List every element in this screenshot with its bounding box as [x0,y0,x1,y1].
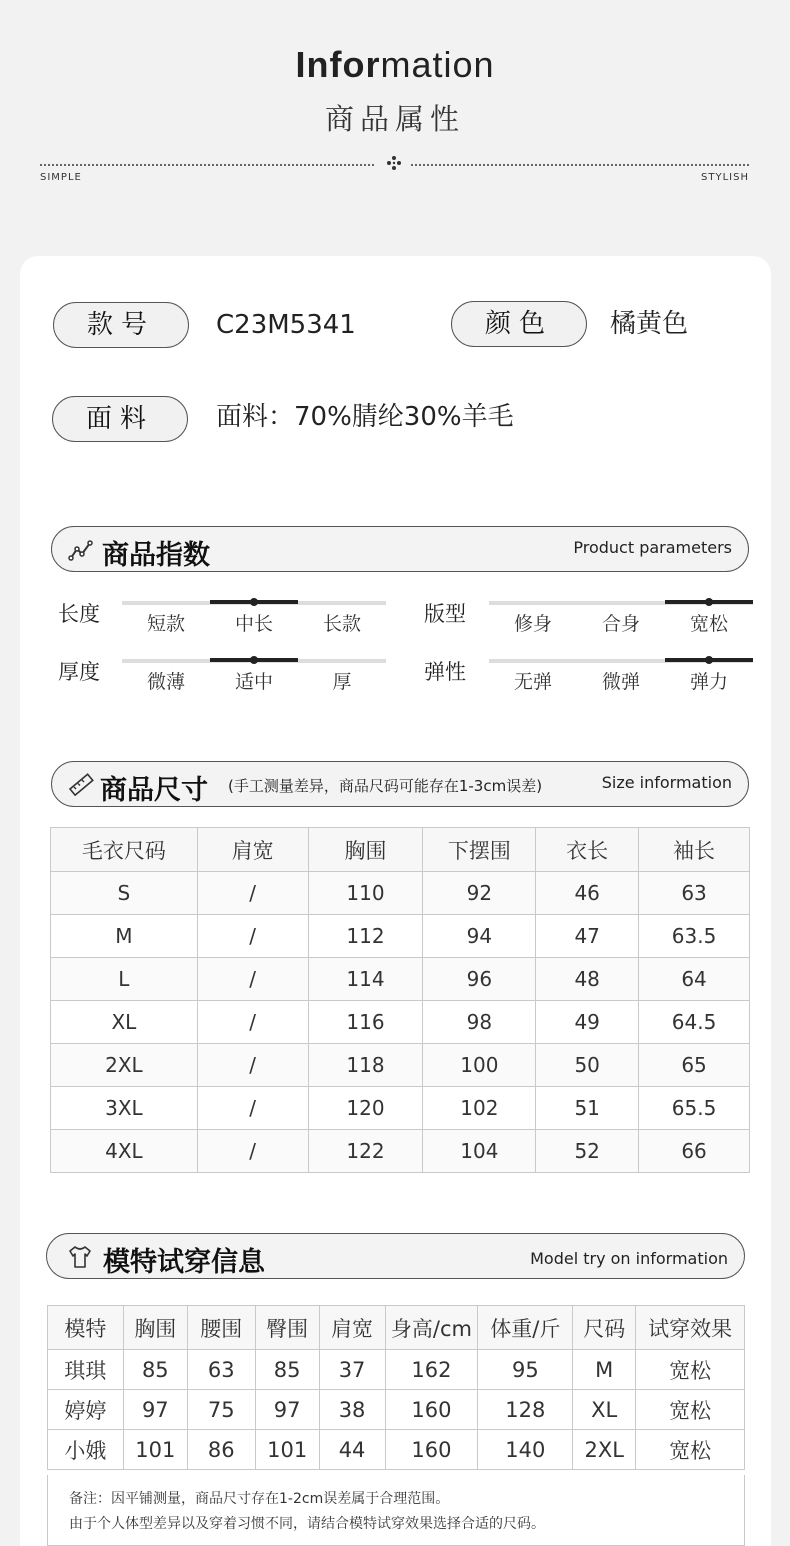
header-cell: 肩宽 [319,1306,385,1350]
table-cell: 100 [423,1044,536,1087]
table-cell: S [51,872,198,915]
table-cell: / [197,1130,308,1173]
table-cell: 38 [319,1390,385,1430]
header-cell: 肩宽 [197,828,308,872]
table-cell: 96 [423,958,536,1001]
size-section-note: (手工测量差异，商品尺码可能存在1-3cm误差) [228,777,543,795]
table-row [51,915,750,958]
color-value: 橘黄色 [610,309,689,339]
table-row [48,1350,745,1390]
table-cell: 86 [187,1430,255,1470]
table-cell: 宽松 [636,1350,745,1390]
style-no-label: 款号 [53,302,189,348]
table-cell: 95 [478,1350,573,1390]
table-cell: 44 [319,1430,385,1470]
table-cell: 140 [478,1430,573,1470]
index-option: 微薄 [146,671,185,693]
table-cell: 51 [536,1087,639,1130]
table-cell: 63 [187,1350,255,1390]
table-cell: 101 [255,1430,319,1470]
table-row [48,1430,745,1470]
trend-line-icon [68,537,94,563]
note-line: 由于个人体型差异以及穿着习惯不同，请结合模特试穿效果选择合适的尺码。 [69,1516,545,1532]
model-section-bar [46,1233,745,1279]
table-cell: 4XL [51,1130,198,1173]
table-cell: 琪琪 [48,1350,124,1390]
table-cell: 92 [423,872,536,915]
index-option: 修身 [513,613,552,635]
header-cell: 胸围 [308,828,423,872]
model-table [47,1305,745,1470]
header-cell: 衣长 [536,828,639,872]
header-cell: 尺码 [573,1306,636,1350]
table-cell: / [197,1044,308,1087]
index-label-thickness: 厚度 [58,660,100,684]
title-bold-part: Infor [295,44,381,85]
table-cell: 64 [639,958,750,1001]
table-row [51,1001,750,1044]
table-cell: 63.5 [639,915,750,958]
table-cell: 65.5 [639,1087,750,1130]
table-row [51,1044,750,1087]
title-rest-part: mation [380,44,495,85]
table-cell: 50 [536,1044,639,1087]
table-cell: 122 [308,1130,423,1173]
header-cell: 试穿效果 [636,1306,745,1350]
table-cell: 160 [385,1430,478,1470]
table-cell: / [197,872,308,915]
index-option: 短款 [146,613,185,635]
header-cell: 毛衣尺码 [51,828,198,872]
index-option: 合身 [601,613,640,635]
table-cell: 162 [385,1350,478,1390]
table-cell: 94 [423,915,536,958]
index-dot-elasticity [705,656,713,664]
table-cell: 112 [308,915,423,958]
model-table-header [48,1306,745,1350]
table-row [48,1390,745,1430]
table-cell: 52 [536,1130,639,1173]
table-row [51,1130,750,1173]
table-cell: 104 [423,1130,536,1173]
header-cell: 胸围 [123,1306,187,1350]
color-label: 颜色 [451,301,587,347]
table-cell: 49 [536,1001,639,1044]
table-cell: 2XL [573,1430,636,1470]
tshirt-icon [67,1244,93,1270]
table-cell: 2XL [51,1044,198,1087]
simple-tag: SIMPLE [40,172,82,183]
table-cell: M [51,915,198,958]
table-row [51,958,750,1001]
table-cell: XL [51,1001,198,1044]
header-cell: 体重/斤 [478,1306,573,1350]
table-row [51,872,750,915]
table-row [51,1087,750,1130]
table-cell: 65 [639,1044,750,1087]
page-subtitle: 商品属性 [324,102,465,136]
index-option: 长款 [322,613,361,635]
cross-ornament-icon [386,155,402,171]
table-cell: 110 [308,872,423,915]
size-table-header [51,828,750,872]
index-dot-length [250,598,258,606]
page-title [0,44,790,86]
header-cell: 身高/cm [385,1306,478,1350]
divider-right [411,164,749,166]
index-label-length: 长度 [58,602,100,626]
ruler-icon [68,772,94,798]
table-cell: / [197,1001,308,1044]
table-cell: 婷婷 [48,1390,124,1430]
note-line: 备注：因平铺测量，商品尺寸存在1-2cm误差属于合理范围。 [69,1491,450,1507]
table-cell: 85 [255,1350,319,1390]
table-cell: 47 [536,915,639,958]
index-section-title: 商品指数 [102,540,210,571]
table-cell: / [197,1087,308,1130]
table-cell: 98 [423,1001,536,1044]
table-cell: M [573,1350,636,1390]
header-cell: 腰围 [187,1306,255,1350]
size-section-title: 商品尺寸 [100,775,208,806]
style-no-value: C23M5341 [216,310,356,340]
index-option: 宽松 [689,613,728,635]
header-cell: 模特 [48,1306,124,1350]
table-cell: 116 [308,1001,423,1044]
size-section-bar [51,761,749,807]
table-cell: 101 [123,1430,187,1470]
table-cell: 小娥 [48,1430,124,1470]
stylish-tag: STYLISH [701,172,749,183]
model-section-en: Model try on information [530,1249,728,1268]
table-cell: 66 [639,1130,750,1173]
table-cell: / [197,958,308,1001]
index-option: 微弹 [601,671,640,693]
fabric-label: 面料 [52,396,188,442]
table-cell: 128 [478,1390,573,1430]
index-option: 中长 [234,613,273,635]
index-section-en: Product parameters [573,538,732,557]
table-cell: 120 [308,1087,423,1130]
index-option: 无弹 [513,671,552,693]
table-cell: 97 [255,1390,319,1430]
table-cell: 85 [123,1350,187,1390]
index-label-elasticity: 弹性 [424,660,466,684]
index-option: 厚 [332,671,352,693]
model-section-title: 模特试穿信息 [103,1247,265,1278]
index-section-bar [51,526,749,572]
index-dot-thickness [250,656,258,664]
index-option: 弹力 [689,671,728,693]
table-cell: 48 [536,958,639,1001]
table-cell: XL [573,1390,636,1430]
index-dot-fit [705,598,713,606]
table-cell: 37 [319,1350,385,1390]
notes-box [47,1475,745,1546]
divider-left [40,164,374,166]
table-cell: / [197,915,308,958]
table-cell: 宽松 [636,1430,745,1470]
table-cell: 46 [536,872,639,915]
header-cell: 臀围 [255,1306,319,1350]
index-label-fit: 版型 [424,602,466,626]
index-option: 适中 [234,671,273,693]
table-cell: 75 [187,1390,255,1430]
table-cell: 102 [423,1087,536,1130]
table-cell: 160 [385,1390,478,1430]
table-cell: 64.5 [639,1001,750,1044]
table-cell: 宽松 [636,1390,745,1430]
size-section-en: Size information [601,773,732,792]
header-cell: 下摆围 [423,828,536,872]
table-cell: 114 [308,958,423,1001]
size-table [50,827,750,1173]
table-cell: 97 [123,1390,187,1430]
table-cell: 3XL [51,1087,198,1130]
table-cell: 118 [308,1044,423,1087]
fabric-value: 面料：70%腈纶30%羊毛 [216,402,514,432]
table-cell: 63 [639,872,750,915]
table-cell: L [51,958,198,1001]
header-cell: 袖长 [639,828,750,872]
